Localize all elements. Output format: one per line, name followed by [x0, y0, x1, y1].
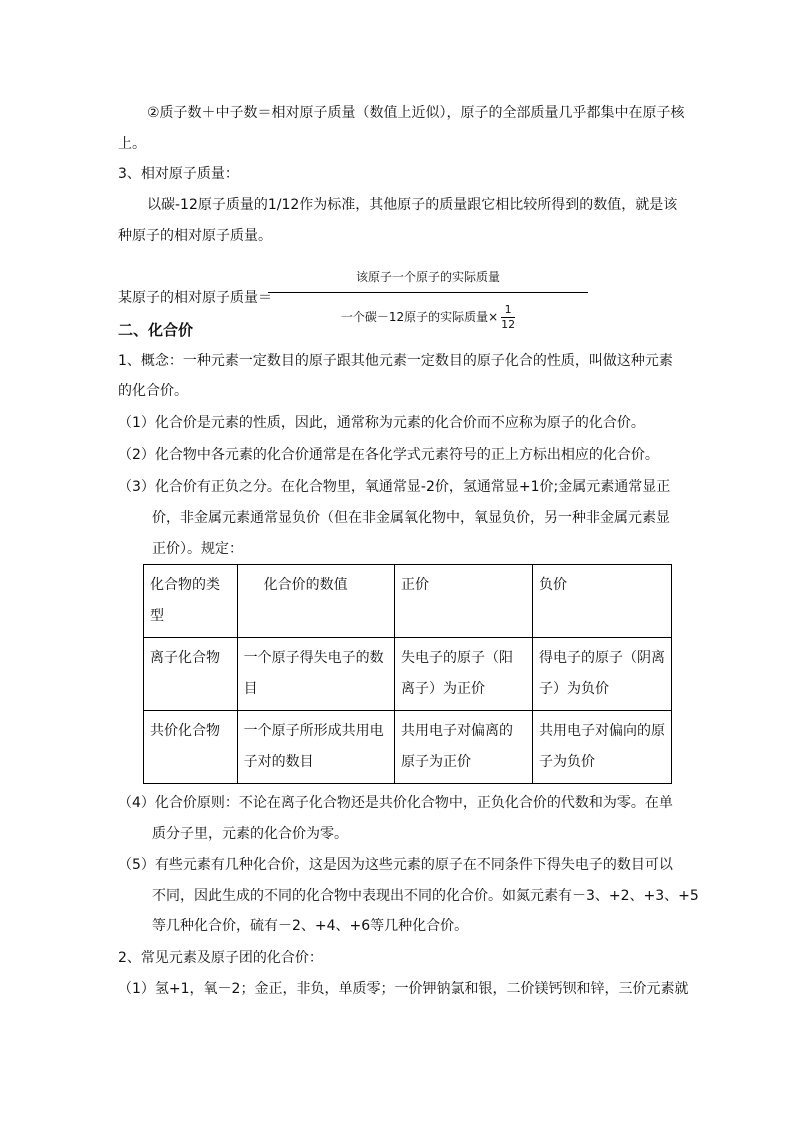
table-header-cell: 负价	[532, 565, 671, 638]
table-cell: 共价化合物	[144, 711, 238, 784]
table-row	[144, 638, 672, 711]
item-5-line-3: 等几种化合价，硫有－2、+4、+6等几种化合价。	[152, 918, 469, 934]
item-3-line-1: （3）化合价有正负之分。在化合物里，氧通常显-2价，氢通常显+1价;金属元素通常显正	[118, 479, 671, 495]
item-3-line-2: 价，非金属元素通常显负价（但在非金属氧化物中，氧显负价，另一种非金属元素显	[152, 510, 670, 526]
item-5-line-1: （5）有些元素有几种化合价，这是因为这些元素的原子在不同条件下得失电子的数目可以	[118, 857, 673, 873]
formula-denominator	[268, 304, 588, 331]
paragraph-proton-neutron: ②质子数＋中子数＝相对原子质量（数值上近似），原子的全部质量几乎都集中在原子核	[147, 105, 685, 121]
formula-fraction-bar	[268, 292, 588, 293]
table-cell: 离子化合物	[144, 638, 238, 711]
concept-line-2: 的化合价。	[118, 383, 188, 399]
mini-fraction-den: 12	[501, 318, 516, 331]
valence-table	[143, 564, 672, 784]
table-cell: 一个原子所形成共用电子对的数目	[237, 711, 394, 784]
heading-relative-atomic-mass: 3、相对原子质量：	[118, 166, 239, 182]
table-cell: 失电子的原子（阳离子）为正价	[394, 638, 532, 711]
paragraph-proton-neutron-cont: 上。	[118, 136, 146, 152]
common-valences-heading: 2、常见元素及原子团的化合价：	[118, 950, 323, 966]
table-header-cell: 化合价的数值	[237, 565, 394, 638]
table-header-cell: 正价	[394, 565, 532, 638]
formula-numerator: 该原子一个原子的实际质量	[355, 270, 500, 284]
mini-fraction	[501, 304, 515, 331]
concept-line-1: 1、概念：一种元素一定数目的原子跟其他元素一定数目的原子化合的性质，叫做这种元素	[118, 353, 673, 369]
common-valences-item-1: （1）氢+1，氧－2；金正，非负，单质零；一价钾钠氯和银，二价镁钙钡和锌，三价元素就	[118, 981, 689, 997]
item-3-line-3: 正价）。规定：	[152, 541, 243, 557]
item-4-line-2: 质分子里，元素的化合价为零。	[152, 826, 348, 842]
paragraph-definition-cont: 种原子的相对原子质量。	[118, 228, 272, 244]
formula-lhs: 某原子的相对原子质量＝	[118, 290, 272, 306]
table-row	[144, 711, 672, 784]
item-5-line-2: 不同，因此生成的不同的化合物中表现出不同的化合价。如氮元素有－3、+2、+3、+5	[152, 888, 699, 904]
mini-fraction-num: 1	[504, 303, 512, 316]
table-cell: 共用电子对偏离的原子为正价	[394, 711, 532, 784]
table-header-cell: 化合物的类型	[144, 565, 238, 638]
item-4-line-1: （4）化合价原则：不论在离子化合物还是共价化合物中，正负化合价的代数和为零。在单	[118, 795, 673, 811]
item-1: （1）化合价是元素的性质，因此，通常称为元素的化合价而不应称为原子的化合价。	[118, 415, 645, 431]
table-header-row	[144, 565, 672, 638]
formula-denominator-text: 一个碳－12原子的实际质量×	[340, 310, 499, 324]
item-2: （2）化合物中各元素的化合价通常是在各化学式元素符号的正上方标出相应的化合价。	[118, 447, 659, 463]
paragraph-definition: 以碳-12原子质量的1/12作为标准，其他原子的质量跟它相比较所得到的数值，就是该	[147, 197, 678, 213]
table-cell: 得电子的原子（阴离子）为负价	[532, 638, 671, 711]
table-cell: 一个原子得失电子的数目	[237, 638, 394, 711]
section-heading-valence: 二、化合价	[118, 321, 194, 339]
table-cell: 共用电子对偏向的原子为负价	[532, 711, 671, 784]
